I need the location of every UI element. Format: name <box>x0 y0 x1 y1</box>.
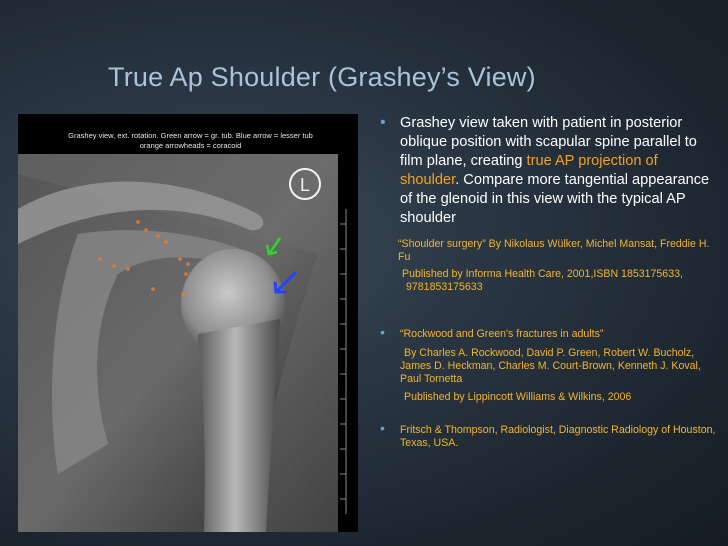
main-bullet <box>380 114 716 228</box>
reference-1-title: “Shoulder surgery” By Nikolaus Wülker, Michel Mansat, Freddie H. Fu <box>398 238 710 263</box>
reference-2-authors: By Charles A. Rockwood, David P. Green, Robert W. Bucholz, James D. Heckman, Charles M. Court-Brown, Kenneth J. Koval, Paul Tornetta <box>400 347 701 385</box>
reference-2-title: “Rockwood and Green's fractures in adults” <box>400 328 604 340</box>
main-text-highlight: true AP projection of shoulder <box>400 153 658 188</box>
bullet-dot: • <box>380 324 385 340</box>
bullet-dot: • <box>380 420 385 436</box>
humeral-shaft <box>198 319 280 532</box>
slide-title: True Ap Shoulder (Grashey’s View) <box>108 62 536 92</box>
xray-caption-line1: Grashey view, ext. rotation. Green arrow = gr. tub. Blue arrow = lesser tub <box>68 131 313 140</box>
reference-2 <box>380 324 716 404</box>
reference-3-text: Fritsch & Thompson, Radiologist, Diagnostic Radiology of Houston, Texas, USA. <box>400 424 716 449</box>
main-text-before: Grashey view taken with patient in posterior oblique position with scapular spine parallel to film plane, creating <box>400 115 697 169</box>
xray-caption <box>28 131 353 151</box>
reference-2-publisher: Published by Lippincott Williams & Wilkins, 2006 <box>404 391 632 403</box>
main-text-after: . Compare more tangential appearance of the glenoid in this view with the typical AP shoulder <box>400 172 710 226</box>
reference-1-publisher: Published by Informa Health Care, 2001,ISBN 1853175633, 9781853175633 <box>402 268 683 293</box>
bullet-dot: • <box>380 114 386 131</box>
main-bullet-text <box>400 114 716 228</box>
side-marker-label: L <box>299 175 311 195</box>
reference-1 <box>380 238 716 294</box>
xray-caption-line2: orange arrowheads = coracoid <box>139 141 242 150</box>
xray-drawing <box>18 114 358 532</box>
content-column <box>380 114 716 450</box>
xray-image <box>18 114 358 532</box>
ruler-ticks <box>340 224 346 499</box>
reference-3 <box>380 420 716 450</box>
